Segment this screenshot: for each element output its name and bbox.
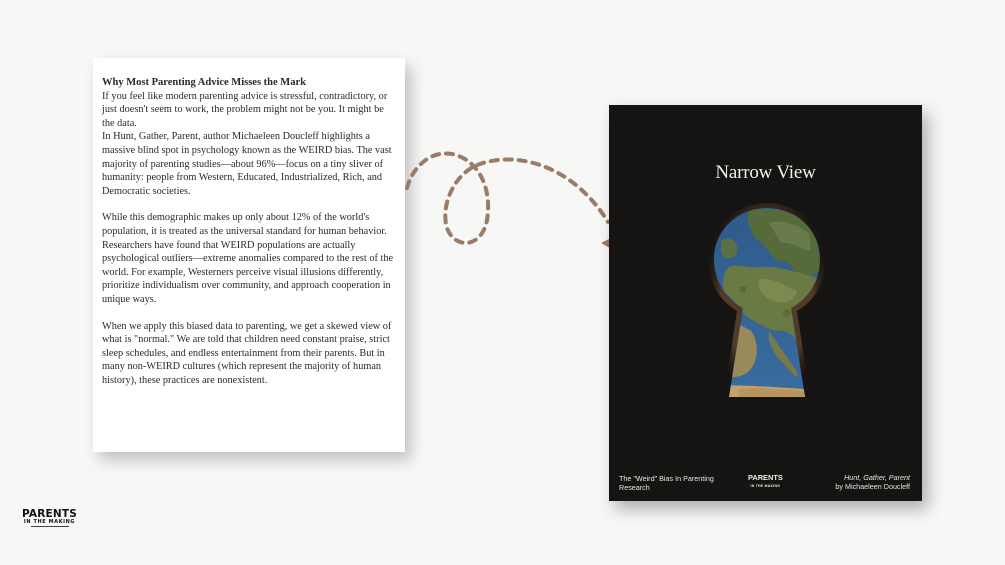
brand-logo [22, 509, 77, 527]
cover-subtitle: The "Weird" Bias In Parenting Research [619, 474, 714, 492]
cover-book-title: Hunt, Gather, Parent [844, 473, 910, 482]
book-cover [609, 105, 922, 501]
cover-title: Narrow View [715, 162, 816, 183]
cover-brand-sub: IN THE MAKING [750, 484, 781, 488]
article-paragraph: If you feel like modern parenting advice is stressful, contradictory, or just doesn't seem to work, the problem might not be you. It might be the data. [102, 90, 388, 129]
cover-brand-name: PARENTS [748, 473, 783, 482]
article-title: Why Most Parenting Advice Misses the Mark [102, 77, 306, 88]
brand-logo-underline [31, 526, 69, 527]
cover-book-credit [835, 473, 910, 491]
cover-author: by Michaeleen Doucleff [835, 482, 910, 491]
keyhole-europe-map-icon [699, 201, 835, 407]
article-paragraph: When we apply this biased data to parenting, we get a skewed view of what is "normal." We are told that children need constant praise, strict sleep schedules, and endless entertainment from their parents. But in many non-WEIRD cultures (which represent the majority of human history), these practices are nonexistent. [102, 320, 392, 386]
brand-logo-name: PARENTS [22, 508, 78, 520]
article-paragraph: While this demographic makes up only about 12% of the world's population, it is treated as the universal standard for human behavior. Researchers have found that WEIRD populations are actually psychological outliers—extreme anomalies compared to the rest of the world. For example, Westerners perceive visual illusions differently, prioritize individualism over community, and approach cooperation in unique ways. [102, 212, 394, 305]
brand-logo-sub: IN THE MAKING [23, 519, 76, 525]
cover-brand-logo [748, 474, 783, 490]
article-paragraph: In Hunt, Gather, Parent, author Michaeleen Doucleff highlights a massive blind spot in psychology known as the WEIRD bias. The vast majority of parenting studies—about 96%—focus on a tiny sliver of humanity: people from Western, Educated, Industrialized, Rich, and Democratic societies. [102, 131, 392, 197]
